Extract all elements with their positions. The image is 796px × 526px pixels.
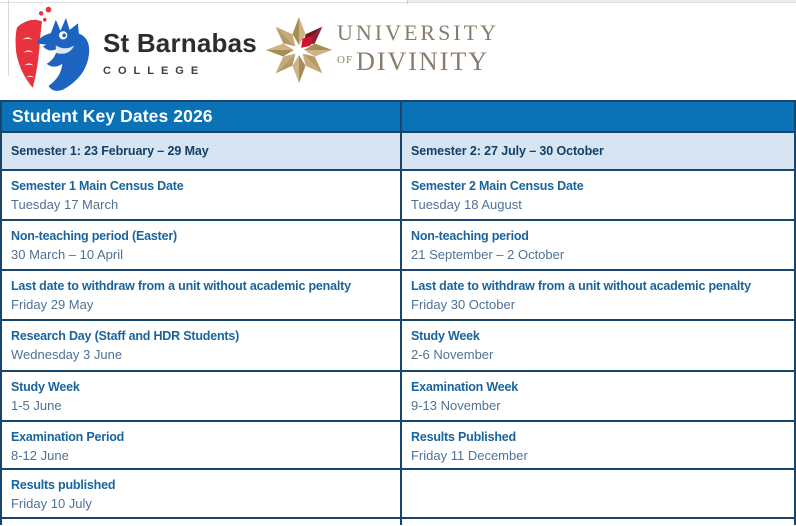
table-row — [2, 319, 794, 370]
event-date: Friday 10 July — [11, 496, 92, 511]
event-title: Last date to withdraw from a unit without academic penalty — [411, 279, 751, 293]
event-date: 1-5 June — [11, 398, 62, 413]
event-title: Semester 2 Main Census Date — [411, 179, 584, 193]
partial-row — [2, 517, 794, 525]
event-title: Results published — [11, 478, 116, 492]
uod-university-label: UNIVERSITY — [337, 20, 499, 45]
uod-divinity-label: $^{OF}$ DIVINITY — [337, 47, 490, 76]
event-cell — [402, 372, 794, 420]
event-cell — [2, 422, 402, 468]
event-cell — [2, 221, 402, 269]
event-cell — [402, 221, 794, 269]
event-title: Examination Period — [11, 430, 125, 444]
st-barnabas-college-label: COLLEGE — [103, 65, 206, 77]
semester2-header: Semester 2: 27 July – 30 October — [411, 144, 604, 158]
event-title: Study Week — [411, 329, 480, 343]
event-cell — [2, 470, 402, 517]
table-row — [2, 219, 794, 269]
table-row — [2, 169, 794, 219]
event-title: Results Published — [411, 430, 516, 444]
event-date: Friday 11 December — [411, 448, 528, 463]
semester-header-row — [2, 131, 794, 169]
table-row — [2, 269, 794, 319]
title-bar-left-cell — [2, 102, 402, 131]
event-cell — [402, 470, 794, 517]
event-date: 21 September – 2 October — [411, 247, 565, 262]
university-of-divinity-wordmark — [337, 20, 499, 77]
university-of-divinity-star-icon — [263, 10, 335, 90]
table-title-bar — [2, 100, 794, 131]
event-date: 30 March – 10 April — [11, 247, 124, 262]
event-title: Last date to withdraw from a unit without academic penalty — [11, 279, 351, 293]
event-date: 9-13 November — [411, 398, 501, 413]
logo-header — [0, 0, 796, 100]
partial-cell — [402, 519, 794, 525]
event-date: Tuesday 18 August — [411, 197, 522, 212]
event-cell — [402, 171, 794, 219]
event-title: Research Day (Staff and HDR Students) — [11, 329, 240, 343]
event-title: Non-teaching period — [411, 229, 529, 243]
event-title: Examination Week — [411, 380, 519, 394]
event-title: Non-teaching period (Easter) — [11, 229, 177, 243]
event-cell — [402, 271, 794, 319]
table-row — [2, 420, 794, 468]
event-date: Tuesday 17 March — [11, 197, 119, 212]
event-date: 8-12 June — [11, 448, 69, 463]
page-title: Student Key Dates 2026 — [12, 106, 213, 126]
st-barnabas-eagle-shield-icon — [8, 4, 100, 98]
semester1-header: Semester 1: 23 February – 29 May — [11, 144, 209, 158]
event-date: 2-6 November — [411, 347, 494, 362]
partial-cell — [2, 519, 402, 525]
event-date: Wednesday 3 June — [11, 347, 123, 362]
event-cell — [402, 422, 794, 468]
st-barnabas-wordmark — [103, 28, 257, 77]
event-cell — [402, 321, 794, 370]
semester2-header-cell — [402, 133, 794, 169]
key-dates-table — [0, 100, 796, 525]
st-barnabas-name: St Barnabas — [103, 28, 257, 58]
semester1-header-cell — [2, 133, 402, 169]
uod-of-label: OF — [337, 54, 354, 66]
event-cell — [2, 171, 402, 219]
title-bar-right-cell — [402, 102, 794, 131]
event-cell — [2, 321, 402, 370]
event-date: Friday 29 May — [11, 297, 94, 312]
event-title: Semester 1 Main Census Date — [11, 179, 184, 193]
table-row — [2, 370, 794, 420]
event-cell — [2, 372, 402, 420]
event-title: Study Week — [11, 380, 80, 394]
event-date: Friday 30 October — [411, 297, 516, 312]
event-cell — [2, 271, 402, 319]
table-row — [2, 468, 794, 517]
